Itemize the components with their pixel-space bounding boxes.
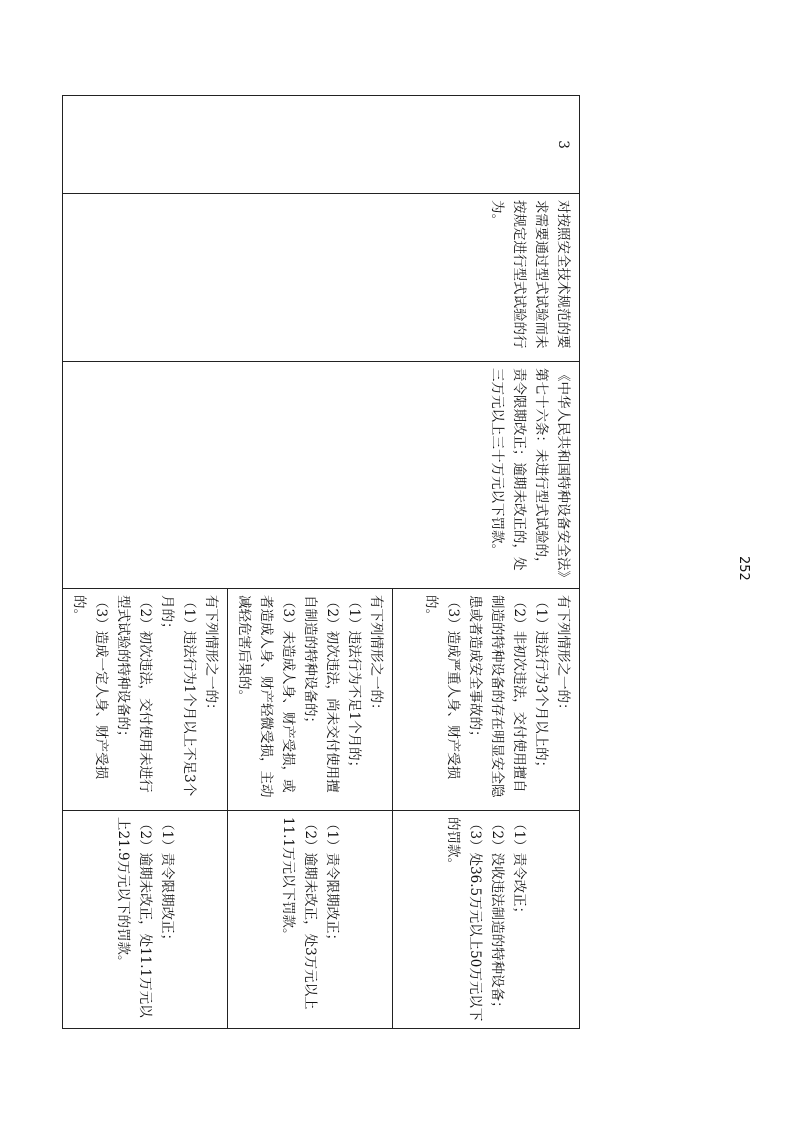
circumstances-cell	[228, 589, 393, 811]
circumstance-line: （2）初次违法，尚未交付使用擅自制造的特种设备的；	[302, 595, 340, 793]
circumstance-line: （3）未造成人身、财产受损，或者造成人身、财产轻微受损，主动减轻危害后果的。	[236, 595, 296, 798]
penalty-standard-table	[62, 95, 580, 1029]
legal-basis-cell: 《中华人民共和国特种设备安全法》第七十六条：未进行型式试验的，责令限期改正；逾期未改正的，处三万元以上三十万元以下罚款。	[63, 362, 580, 589]
penalty-line: （2）逾期未改正，处11.1万元以上21.9万元以下的罚款。	[115, 817, 153, 1018]
penalty-line: （1）责令限期改正；	[159, 817, 175, 948]
penalty-cell	[393, 811, 580, 1029]
circumstance-line: （2）非初次违法，交付使用擅自制造的特种设备的存在明显安全隐患或者造成安全事故的；	[467, 595, 527, 798]
circumstance-line: 有下列情形之一的：	[368, 595, 384, 717]
penalty-line: （2）没收违法制造的特种设备；	[489, 817, 505, 1015]
circumstance-line: （2）初次违法，交付使用未进行型式试验的特种设备的；	[115, 595, 153, 793]
page-number: 252	[736, 555, 751, 581]
penalty-line: （2）逾期未改正，处3万元以上11.1万元以下罚款。	[280, 817, 318, 1010]
circumstances-cell	[63, 589, 228, 811]
penalty-cell	[63, 811, 228, 1029]
rotated-table-frame	[71, 95, 580, 1028]
circumstance-line: （3）造成严重人身、财产受损的。	[423, 595, 461, 780]
penalty-line: （3）处36.5万元以上50万元以下的罚款。	[445, 817, 483, 1022]
penalty-line: （1）责令限期改正；	[324, 817, 340, 948]
circumstance-line: （1）违法行为3个月以上的；	[533, 595, 549, 775]
circumstance-line: 有下列情形之一的：	[203, 595, 219, 717]
circumstance-line: （1）违法行为不足1个月的；	[346, 595, 362, 775]
penalty-cell	[228, 811, 393, 1029]
illegal-behavior-cell: 对按照安全技术规范的要求需要通过型式试验而未按规定进行型式试验的行为。	[63, 194, 580, 362]
circumstance-line: （3）造成一定人身、财产受损的。	[71, 595, 109, 780]
penalty-line: （1）责令改正；	[511, 817, 527, 921]
table-row	[393, 96, 580, 1029]
rotated-table-content	[71, 95, 580, 1028]
circumstance-line: 有下列情形之一的：	[555, 595, 571, 717]
circumstance-line: （1）违法行为1个月以上不足3个月的；	[159, 595, 197, 797]
sequence-number-cell: 3	[63, 96, 580, 194]
circumstances-cell	[393, 589, 580, 811]
